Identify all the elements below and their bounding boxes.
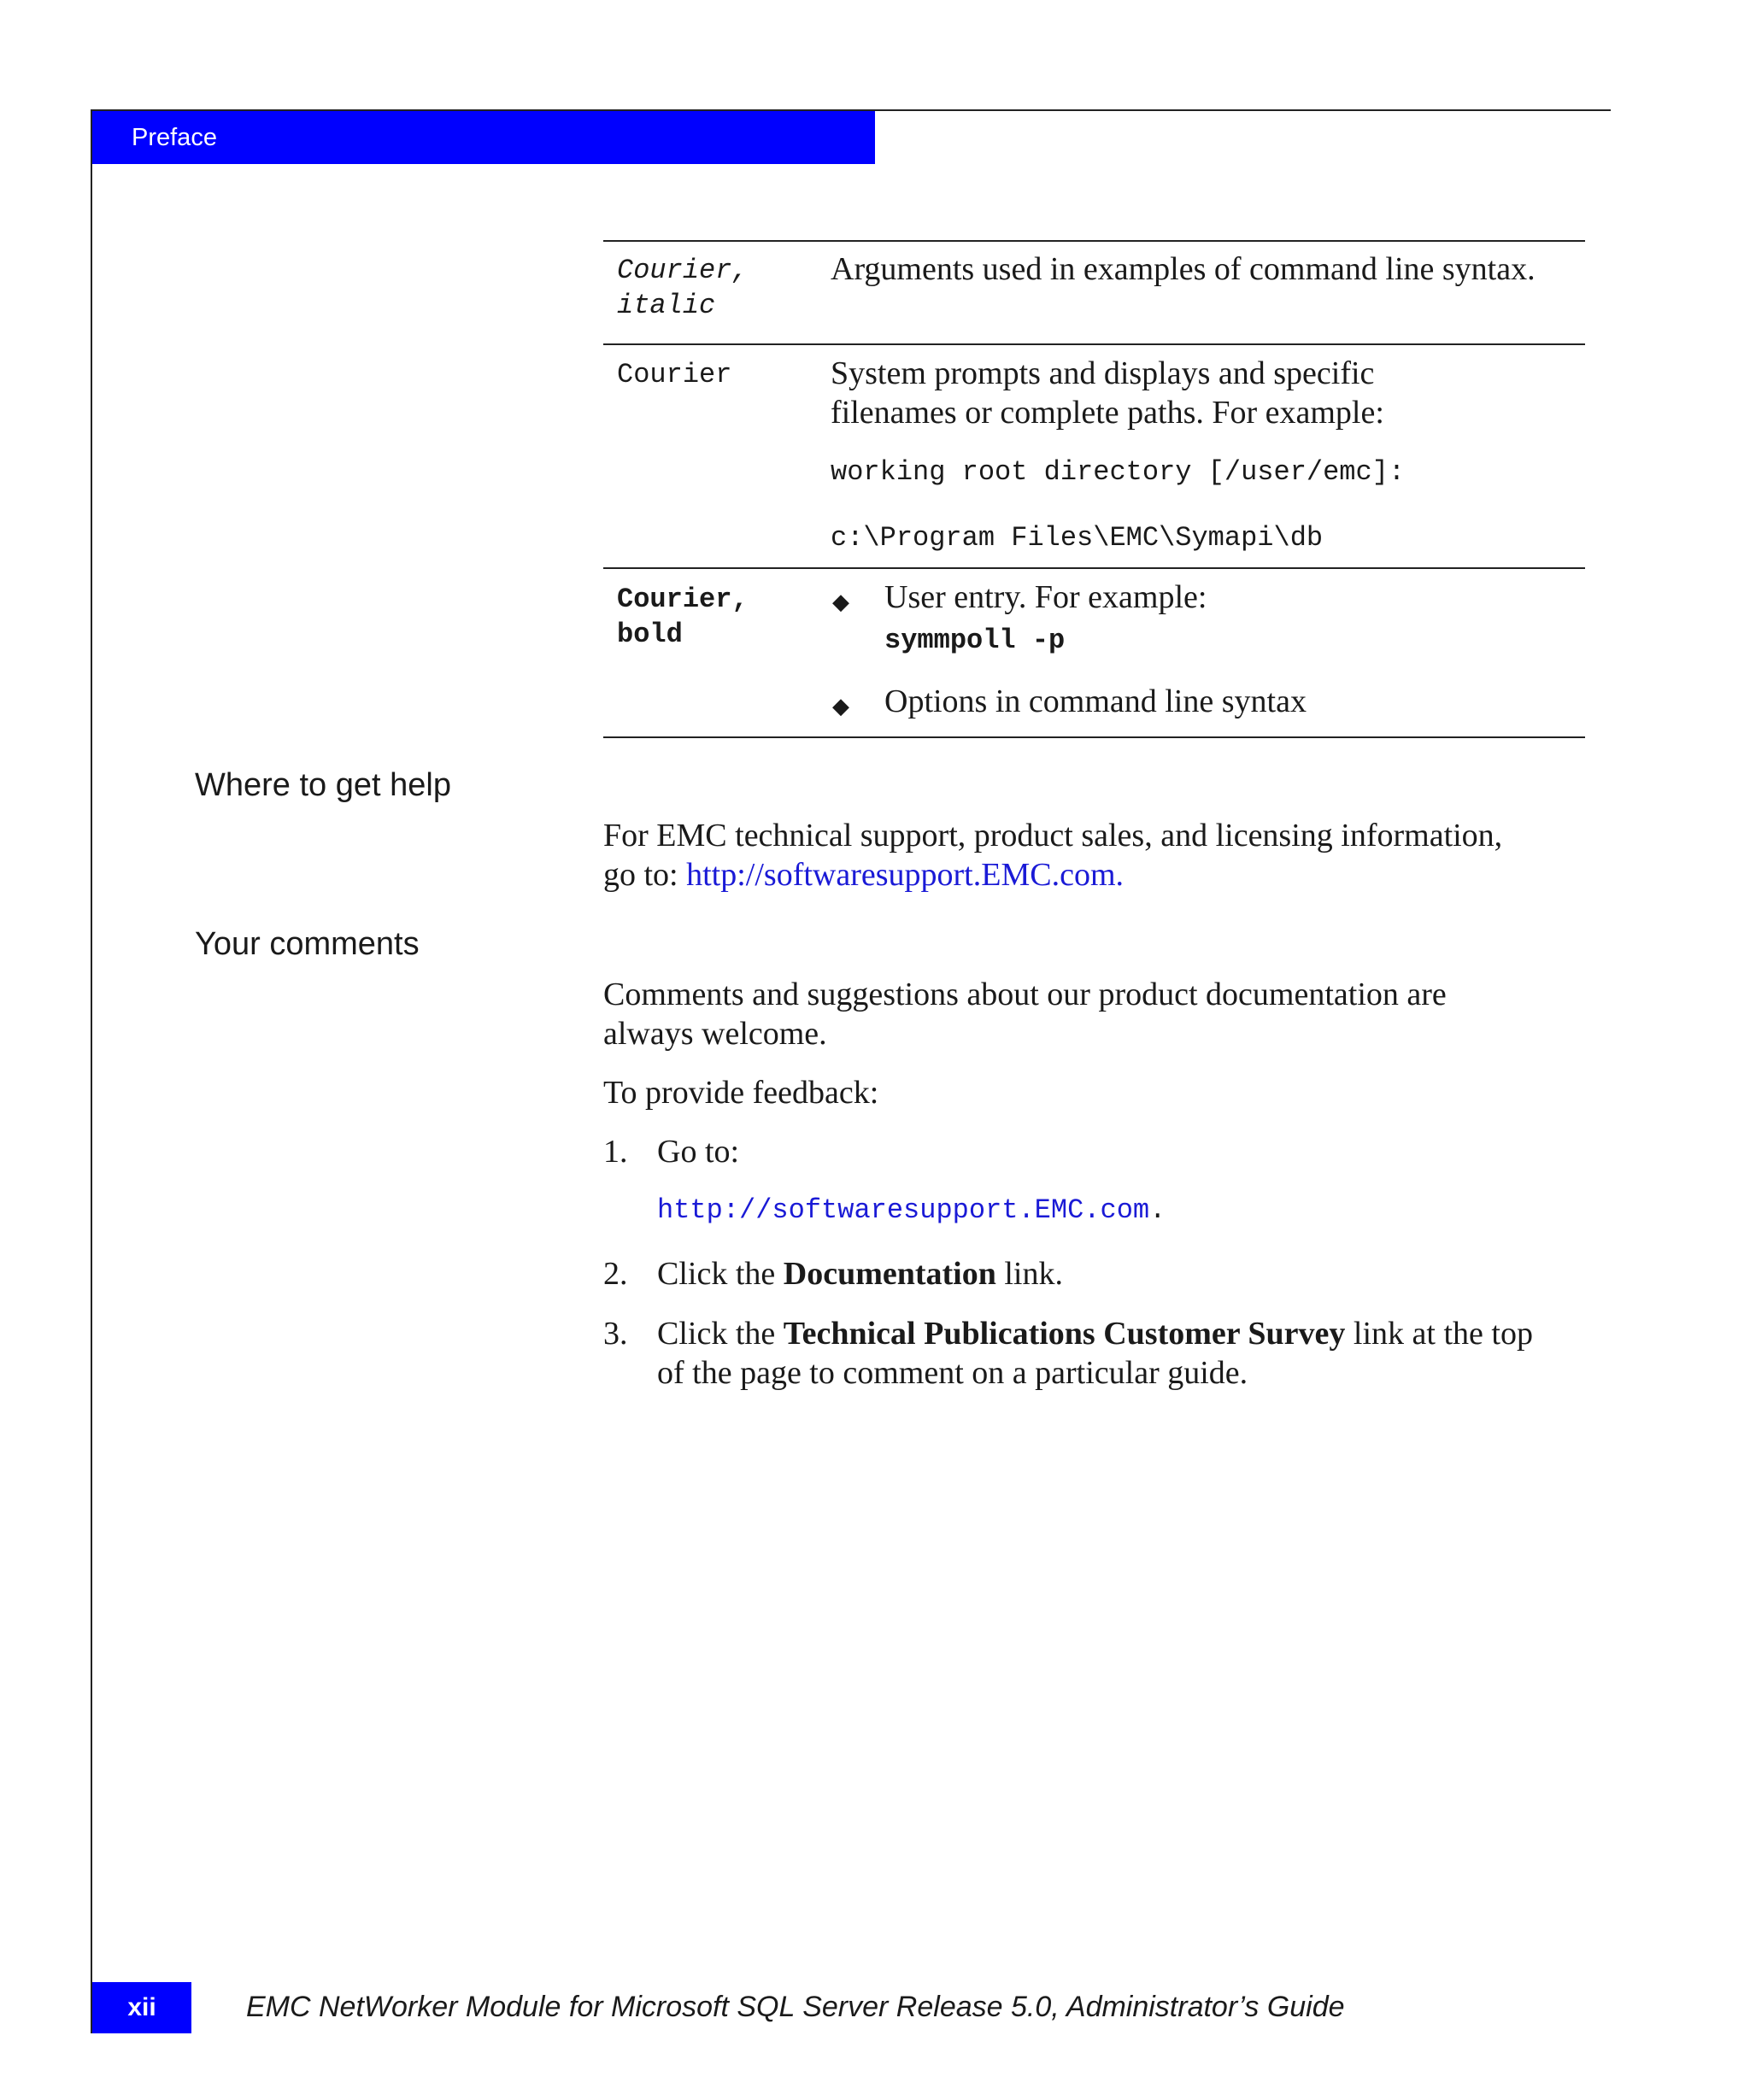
comments-intro: Comments and suggestions about our product documentation are always welcome. — [603, 977, 1447, 1052]
heading-where-to-get-help: Where to get help — [195, 767, 451, 803]
help-paragraph: For EMC technical support, product sales, and licensing information, go to: http://softwaresupport.EMC.com. — [603, 818, 1503, 893]
step-link-line: http://softwaresupport.EMC.com. — [657, 1194, 1166, 1226]
step-number: 3. — [603, 1316, 628, 1352]
step-text: Click the Documentation link. — [657, 1256, 1063, 1292]
table-row-rule — [603, 567, 1585, 569]
table-top-rule — [603, 240, 1585, 242]
footer-title: EMC NetWorker Module for Microsoft SQL Server Release 5.0, Administrator’s Guide — [246, 1991, 1345, 2023]
step-number: 2. — [603, 1256, 628, 1292]
page-number: xii — [127, 1993, 156, 2021]
step-text: Click the Technical Publications Customer Survey link at the top of the page to comment on a particular guide. — [657, 1316, 1533, 1391]
term-courier-italic: Courier, italic — [617, 255, 749, 321]
bullet-options: Options in command line syntax — [884, 683, 1307, 719]
left-margin-rule — [91, 109, 92, 2033]
description-arguments: Arguments used in examples of command line syntax. — [831, 251, 1536, 287]
section-label: Preface — [132, 124, 217, 151]
step-text: Go to: — [657, 1134, 740, 1170]
example-path: c:\Program Files\EMC\Symapi\db — [831, 522, 1324, 554]
term-courier-bold: Courier, bold — [617, 584, 749, 650]
bullet-diamond-icon: ◆ — [832, 694, 849, 719]
support-link[interactable]: http://softwaresupport.EMC.com. — [686, 857, 1125, 893]
feedback-label: To provide feedback: — [603, 1075, 879, 1111]
example-working-dir: working root directory [/user/emc]: — [831, 456, 1406, 488]
bullet-diamond-icon: ◆ — [832, 590, 849, 614]
survey-site-link[interactable]: http://softwaresupport.EMC.com — [657, 1194, 1150, 1226]
term-courier: Courier — [617, 359, 732, 390]
table-row-rule — [603, 343, 1585, 345]
example-symmpoll: symmpoll -p — [884, 625, 1066, 656]
page-number-tab — [92, 1982, 191, 2033]
heading-your-comments: Your comments — [195, 926, 420, 962]
table-bottom-rule — [603, 736, 1585, 738]
section-tab — [92, 111, 875, 164]
description-system-prompts: System prompts and displays and specific filenames or complete paths. For example: — [831, 355, 1384, 431]
step-number: 1. — [603, 1134, 628, 1170]
bullet-user-entry: User entry. For example: — [884, 579, 1207, 615]
